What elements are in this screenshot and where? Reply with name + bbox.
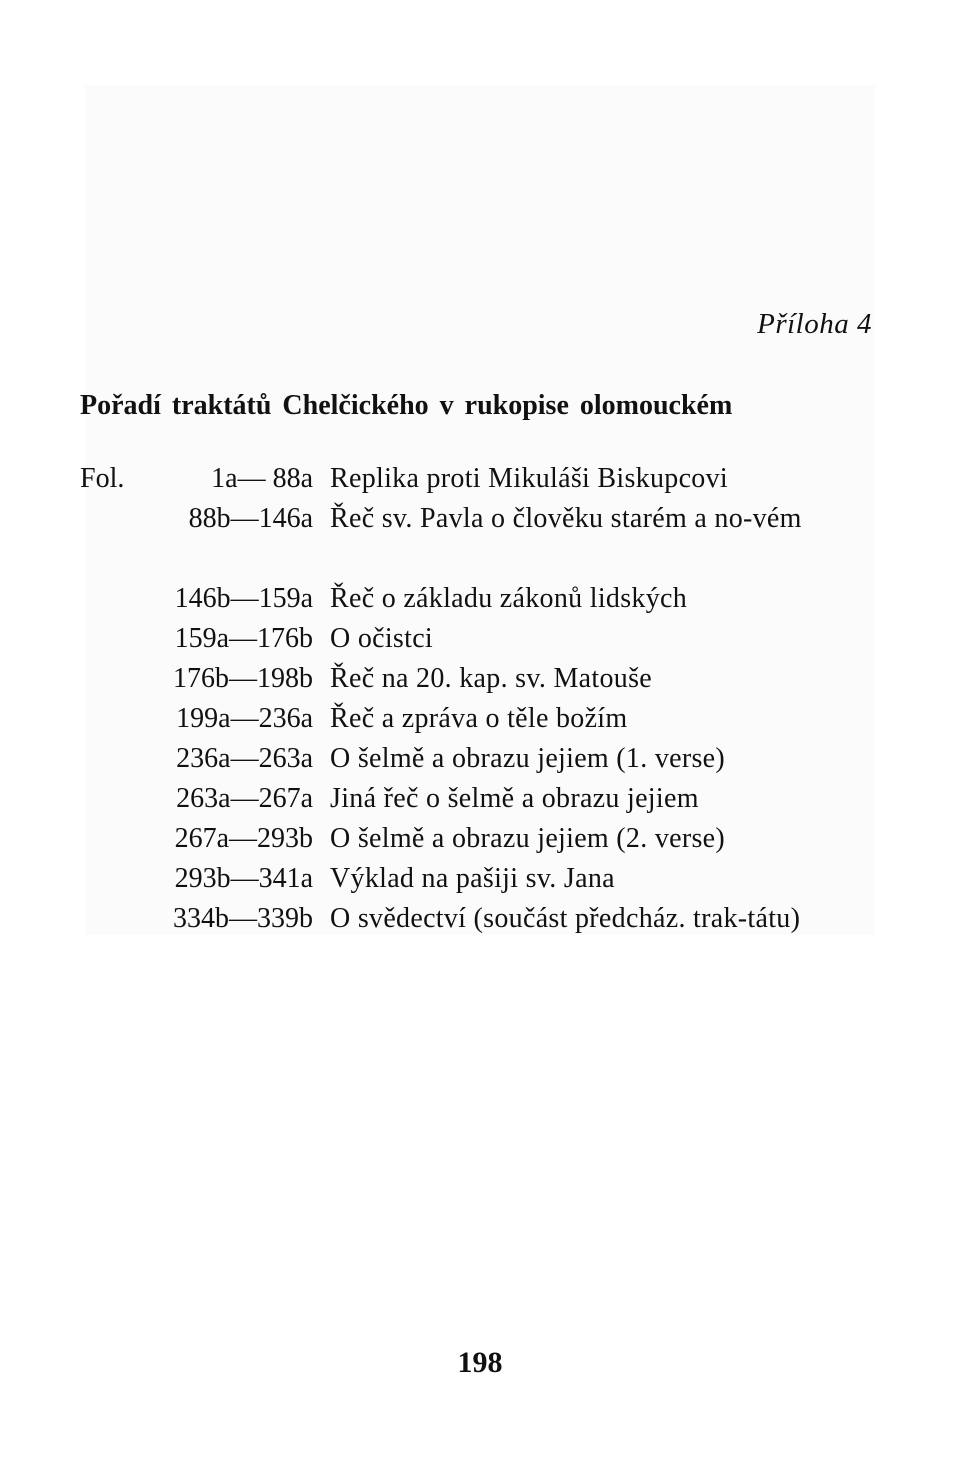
treatise-title: O šelmě a obrazu jejiem (1. verse) xyxy=(330,743,726,774)
treatise-row xyxy=(80,579,880,619)
treatise-row xyxy=(80,619,880,659)
treatise-title: O šelmě a obrazu jejiem (2. verse) xyxy=(330,823,726,854)
folio-range: 146b—159a xyxy=(174,583,313,614)
treatise-title: O svědectví (součást předcház. trak-tátu) xyxy=(330,903,801,934)
folio-range: 236a—263a xyxy=(176,743,313,774)
folio-range: 267a—293b xyxy=(174,823,313,854)
treatise-row xyxy=(80,859,880,899)
folio-label: Fol. xyxy=(80,463,125,494)
treatise-row xyxy=(80,499,880,579)
treatise-row xyxy=(80,459,880,499)
folio-range: 263a—267a xyxy=(176,783,313,814)
treatise-row xyxy=(80,899,880,979)
treatise-title: Řeč sv. Pavla o člověku starém a no-vém xyxy=(330,503,802,534)
treatise-title: Výklad na pašiji sv. Jana xyxy=(330,863,615,894)
folio-range: 199a—236a xyxy=(176,703,313,734)
treatise-title: Řeč na 20. kap. sv. Matouše xyxy=(330,663,652,694)
treatise-row xyxy=(80,699,880,739)
treatise-row xyxy=(80,819,880,859)
appendix-label: Příloha 4 xyxy=(757,308,872,340)
folio-range: 1a— 88a xyxy=(211,463,313,494)
treatise-title: Řeč a zpráva o těle božím xyxy=(330,703,628,734)
treatise-row xyxy=(80,739,880,779)
treatise-title: Řeč o základu zákonů lidských xyxy=(330,583,688,614)
treatise-title: O očistci xyxy=(330,623,434,654)
treatise-title: Replika proti Mikuláši Biskupcovi xyxy=(330,463,728,494)
page-heading: Pořadí traktátů Chelčického v rukopise olomouckém xyxy=(80,390,733,421)
treatise-title: Jiná řeč o šelmě a obrazu jejiem xyxy=(330,783,699,814)
folio-range: 293b—341a xyxy=(174,863,313,894)
page-number: 198 xyxy=(457,1346,503,1379)
folio-range: 88b—146a xyxy=(188,503,313,534)
treatise-row xyxy=(80,779,880,819)
folio-range: 159a—176b xyxy=(174,623,313,654)
treatise-table xyxy=(80,459,880,979)
folio-range: 176b—198b xyxy=(173,663,313,694)
folio-range: 334b—339b xyxy=(173,903,313,934)
treatise-row xyxy=(80,659,880,699)
